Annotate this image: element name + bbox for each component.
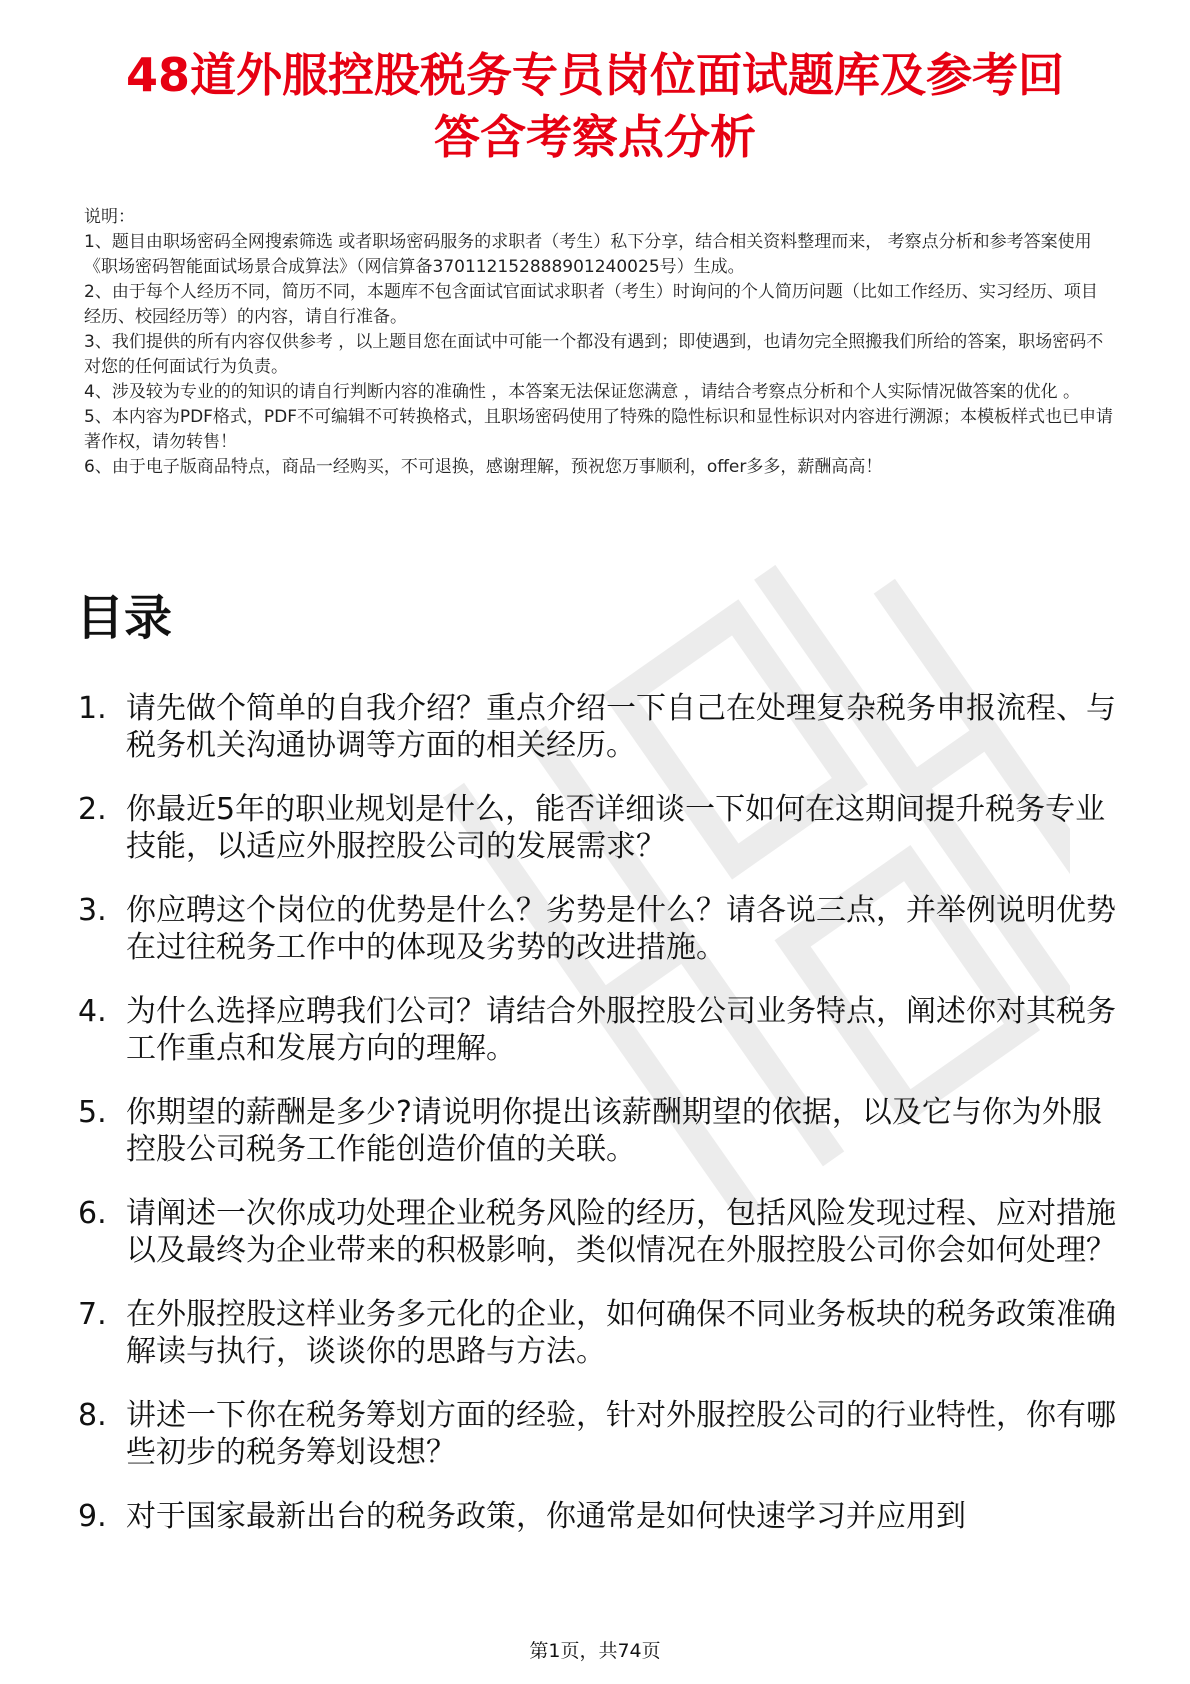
toc-item-number: 4. [78,994,107,1029]
toc-item-text: 在外服控股这样业务多元化的企业，如何确保不同业务板块的税务政策准确解读与执行，谈谈你的思路与方法。 [126,1297,1116,1369]
instruction-item: 2、由于每个人经历不同，简历不同，本题库不包含面试官面试求职者（考生）时询问的个人简历问题（比如工作经历、实习经历、项目经历、校园经历等）的内容，请自行准备。 [84,282,1098,327]
toc-item-number: 9. [78,1499,107,1534]
instruction-item: 3、我们提供的所有内容仅供参考 ，以上题目您在面试中可能一个都没有遇到；即使遇到，也请勿完全照搬我们所给的答案，职场密码不对您的任何面试行为负责。 [84,332,1104,377]
toc-item-text: 讲述一下你在税务筹划方面的经验，针对外服控股公司的行业特性，你有哪些初步的税务筹划设想？ [126,1398,1116,1470]
title-line-2: 答含考察点分析 [434,110,756,164]
toc-item[interactable] [78,1498,1128,1535]
toc-item[interactable] [78,892,1128,966]
toc-item[interactable] [78,1195,1128,1269]
toc-item-text: 对于国家最新出台的税务政策，你通常是如何快速学习并应用到 [126,1499,966,1534]
toc-item[interactable] [78,993,1128,1067]
page-number: 第1页，共74页 [529,1640,661,1662]
toc-item-number: 8. [78,1398,107,1433]
instructions-label: 说明： [84,207,135,227]
toc-item[interactable] [78,1094,1128,1168]
toc-heading: 目录 [76,590,173,646]
toc-item[interactable] [78,1296,1128,1370]
toc-list [78,690,1128,1562]
toc-item-number: 3. [78,893,107,928]
instruction-item: 5、本内容为PDF格式，PDF不可编辑不可转换格式，且职场密码使用了特殊的隐性标识和显性标识对内容进行溯源；本模板样式也已申请著作权，请勿转售！ [84,407,1114,452]
instruction-item: 4、涉及较为专业的的知识的请自行判断内容的准确性 ，本答案无法保证您满意 ，请结合考察点分析和个人实际情况做答案的优化 。 [84,382,1081,402]
title-line-1: 48道外服控股税务专员岗位面试题库及参考回 [125,48,1064,102]
toc-item-text: 为什么选择应聘我们公司？请结合外服控股公司业务特点，阐述你对其税务工作重点和发展方向的理解。 [126,994,1116,1066]
toc-item[interactable] [78,690,1128,764]
toc-item[interactable] [78,1397,1128,1471]
toc-item-text: 你期望的薪酬是多少?请说明你提出该薪酬期望的依据，以及它与你为外服控股公司税务工作能创造价值的关联。 [126,1095,1102,1167]
toc-item-text: 你应聘这个岗位的优势是什么？劣势是什么？请各说三点，并举例说明优势在过往税务工作中的体现及劣势的改进措施。 [126,893,1116,965]
toc-item[interactable] [78,791,1128,865]
instruction-item: 6、由于电子版商品特点，商品一经购买，不可退换，感谢理解，预祝您万事顺利，offer多多，薪酬高高！ [84,457,883,477]
document-title [70,44,1120,168]
toc-item-number: 1. [78,691,107,726]
toc-item-number: 7. [78,1297,107,1332]
instructions-section [84,205,1114,480]
toc-item-text: 请先做个简单的自我介绍？重点介绍一下自己在处理复杂税务申报流程、与税务机关沟通协调等方面的相关经历。 [126,691,1116,763]
toc-item-number: 2. [78,792,107,827]
toc-item-text: 请阐述一次你成功处理企业税务风险的经历，包括风险发现过程、应对措施以及最终为企业带来的积极影响，类似情况在外服控股公司你会如何处理？ [126,1196,1116,1268]
instruction-item: 1、题目由职场密码全网搜索筛选 或者职场密码服务的求职者（考生）私下分享，结合相关资料整理而来， 考察点分析和参考答案使用《职场密码智能面试场景合成算法》（网信算备370112152888901240025号）生成。 [84,232,1092,277]
toc-item-text: 你最近5年的职业规划是什么，能否详细谈一下如何在这期间提升税务专业技能，以适应外服控股公司的发展需求？ [126,792,1106,864]
toc-item-number: 6. [78,1196,107,1231]
toc-item-number: 5. [78,1095,107,1130]
